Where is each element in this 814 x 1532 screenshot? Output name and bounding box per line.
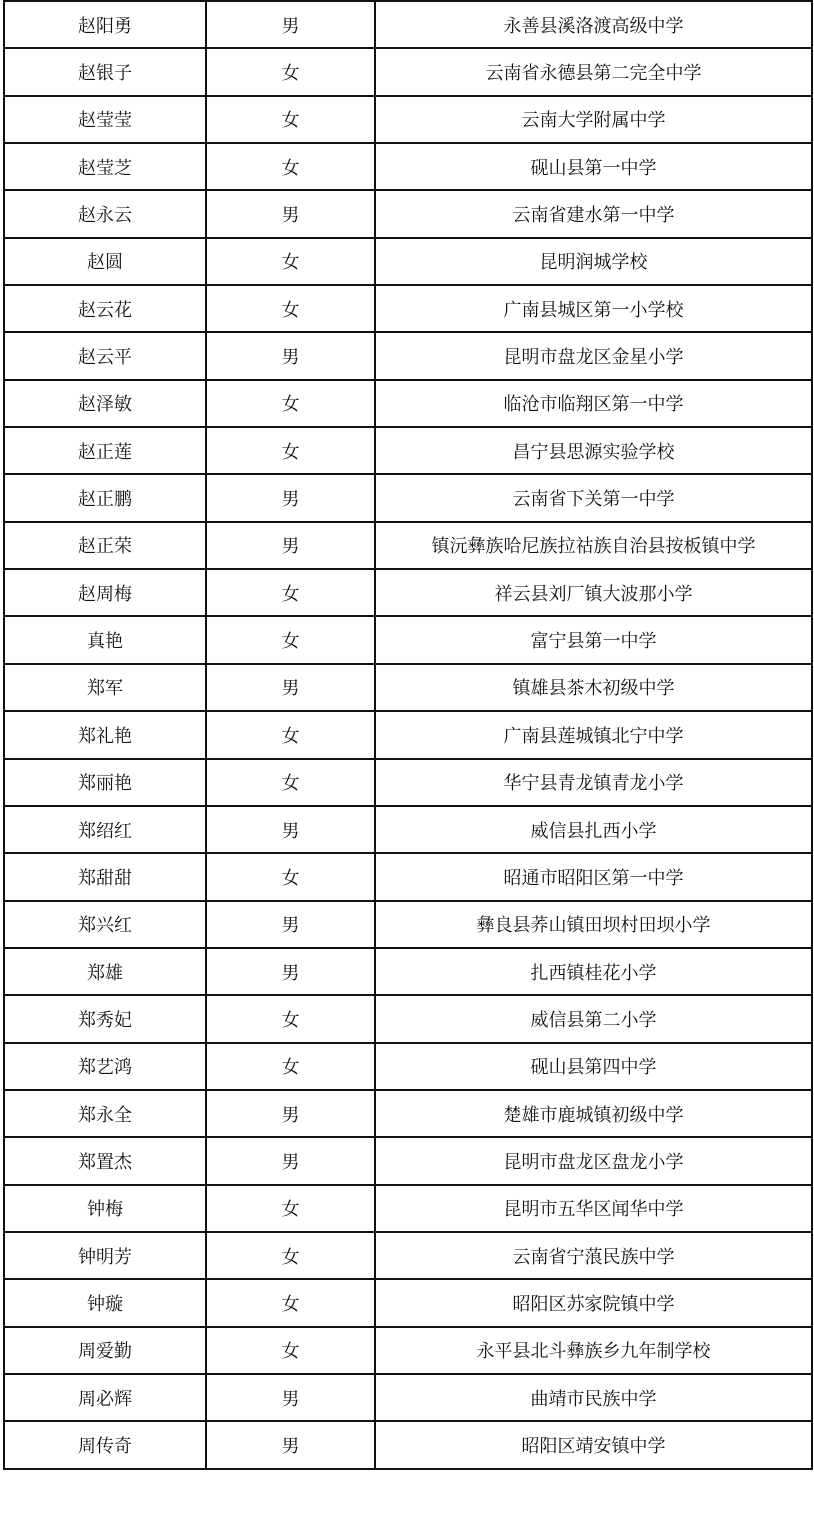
name-cell: 赵正莲	[4, 427, 206, 474]
name-cell: 赵云花	[4, 285, 206, 332]
gender-cell: 女	[206, 1185, 375, 1232]
name-cell: 郑甜甜	[4, 853, 206, 900]
school-cell: 彝良县荞山镇田坝村田坝小学	[375, 901, 812, 948]
gender-cell: 女	[206, 569, 375, 616]
table-row	[4, 806, 812, 853]
gender-cell: 男	[206, 948, 375, 995]
table-row	[4, 1279, 812, 1326]
table-row	[4, 1137, 812, 1184]
school-cell: 扎西镇桂花小学	[375, 948, 812, 995]
gender-cell: 男	[206, 1, 375, 48]
gender-cell: 女	[206, 1327, 375, 1374]
school-cell: 昆明市盘龙区金星小学	[375, 332, 812, 379]
gender-cell: 女	[206, 1043, 375, 1090]
school-cell: 云南省宁蒗民族中学	[375, 1232, 812, 1279]
gender-cell: 女	[206, 380, 375, 427]
table-row	[4, 1421, 812, 1468]
gender-cell: 男	[206, 474, 375, 521]
name-cell: 郑秀妃	[4, 995, 206, 1042]
name-cell: 赵周梅	[4, 569, 206, 616]
gender-cell: 女	[206, 143, 375, 190]
gender-cell: 男	[206, 1090, 375, 1137]
gender-cell: 女	[206, 48, 375, 95]
table-row	[4, 1043, 812, 1090]
gender-cell: 女	[206, 238, 375, 285]
table-row	[4, 664, 812, 711]
gender-cell: 男	[206, 522, 375, 569]
name-cell: 赵正荣	[4, 522, 206, 569]
name-cell: 真艳	[4, 616, 206, 663]
name-cell: 郑置杰	[4, 1137, 206, 1184]
gender-cell: 女	[206, 96, 375, 143]
school-cell: 砚山县第一中学	[375, 143, 812, 190]
school-cell: 镇雄县茶木初级中学	[375, 664, 812, 711]
table-row	[4, 948, 812, 995]
name-cell: 赵永云	[4, 190, 206, 237]
name-cell: 郑艺鸿	[4, 1043, 206, 1090]
school-cell: 云南省下关第一中学	[375, 474, 812, 521]
gender-cell: 男	[206, 664, 375, 711]
school-cell: 昆明市盘龙区盘龙小学	[375, 1137, 812, 1184]
school-cell: 临沧市临翔区第一中学	[375, 380, 812, 427]
table-row	[4, 522, 812, 569]
name-cell: 钟梅	[4, 1185, 206, 1232]
school-cell: 昌宁县思源实验学校	[375, 427, 812, 474]
school-cell: 砚山县第四中学	[375, 1043, 812, 1090]
school-cell: 威信县第二小学	[375, 995, 812, 1042]
table-row	[4, 332, 812, 379]
school-cell: 楚雄市鹿城镇初级中学	[375, 1090, 812, 1137]
gender-cell: 女	[206, 1279, 375, 1326]
name-cell: 赵阳勇	[4, 1, 206, 48]
table-row	[4, 380, 812, 427]
gender-cell: 男	[206, 332, 375, 379]
name-cell: 周必辉	[4, 1374, 206, 1421]
school-cell: 广南县城区第一小学校	[375, 285, 812, 332]
school-cell: 祥云县刘厂镇大波那小学	[375, 569, 812, 616]
table-row	[4, 143, 812, 190]
table-row	[4, 759, 812, 806]
table-row	[4, 285, 812, 332]
table-row	[4, 1185, 812, 1232]
gender-cell: 女	[206, 285, 375, 332]
table-row	[4, 901, 812, 948]
table-row	[4, 238, 812, 285]
name-cell: 郑丽艳	[4, 759, 206, 806]
school-cell: 威信县扎西小学	[375, 806, 812, 853]
school-cell: 昭阳区苏家院镇中学	[375, 1279, 812, 1326]
name-cell: 郑礼艳	[4, 711, 206, 758]
table-row	[4, 48, 812, 95]
gender-cell: 男	[206, 806, 375, 853]
name-cell: 郑雄	[4, 948, 206, 995]
gender-cell: 女	[206, 427, 375, 474]
school-cell: 永平县北斗彝族乡九年制学校	[375, 1327, 812, 1374]
table-row	[4, 853, 812, 900]
table-row	[4, 427, 812, 474]
school-cell: 永善县溪洛渡高级中学	[375, 1, 812, 48]
gender-cell: 女	[206, 711, 375, 758]
name-cell: 赵泽敏	[4, 380, 206, 427]
roster-table	[3, 0, 813, 1470]
name-cell: 郑永全	[4, 1090, 206, 1137]
gender-cell: 男	[206, 1421, 375, 1468]
gender-cell: 男	[206, 1374, 375, 1421]
table-row	[4, 569, 812, 616]
gender-cell: 女	[206, 616, 375, 663]
name-cell: 钟明芳	[4, 1232, 206, 1279]
gender-cell: 女	[206, 995, 375, 1042]
table-row	[4, 190, 812, 237]
name-cell: 赵莹莹	[4, 96, 206, 143]
school-cell: 云南大学附属中学	[375, 96, 812, 143]
gender-cell: 男	[206, 190, 375, 237]
school-cell: 广南县莲城镇北宁中学	[375, 711, 812, 758]
school-cell: 昭通市昭阳区第一中学	[375, 853, 812, 900]
name-cell: 钟璇	[4, 1279, 206, 1326]
name-cell: 赵正鹏	[4, 474, 206, 521]
table-row	[4, 1374, 812, 1421]
name-cell: 周爱勤	[4, 1327, 206, 1374]
name-cell: 赵银子	[4, 48, 206, 95]
name-cell: 周传奇	[4, 1421, 206, 1468]
school-cell: 曲靖市民族中学	[375, 1374, 812, 1421]
table-row	[4, 1232, 812, 1279]
table-row	[4, 616, 812, 663]
table-row	[4, 995, 812, 1042]
name-cell: 郑兴红	[4, 901, 206, 948]
gender-cell: 男	[206, 1137, 375, 1184]
school-cell: 昆明市五华区闻华中学	[375, 1185, 812, 1232]
name-cell: 赵云平	[4, 332, 206, 379]
school-cell: 昭阳区靖安镇中学	[375, 1421, 812, 1468]
gender-cell: 女	[206, 853, 375, 900]
school-cell: 云南省永德县第二完全中学	[375, 48, 812, 95]
name-cell: 郑军	[4, 664, 206, 711]
table-row	[4, 1327, 812, 1374]
name-cell: 赵圆	[4, 238, 206, 285]
school-cell: 华宁县青龙镇青龙小学	[375, 759, 812, 806]
table-row	[4, 474, 812, 521]
table-row	[4, 96, 812, 143]
school-cell: 云南省建水第一中学	[375, 190, 812, 237]
roster-body	[4, 1, 812, 1469]
table-row	[4, 1, 812, 48]
gender-cell: 男	[206, 901, 375, 948]
school-cell: 镇沅彝族哈尼族拉祜族自治县按板镇中学	[375, 522, 812, 569]
table-row	[4, 1090, 812, 1137]
gender-cell: 女	[206, 759, 375, 806]
school-cell: 富宁县第一中学	[375, 616, 812, 663]
name-cell: 赵莹芝	[4, 143, 206, 190]
name-cell: 郑绍红	[4, 806, 206, 853]
table-row	[4, 711, 812, 758]
school-cell: 昆明润城学校	[375, 238, 812, 285]
gender-cell: 女	[206, 1232, 375, 1279]
